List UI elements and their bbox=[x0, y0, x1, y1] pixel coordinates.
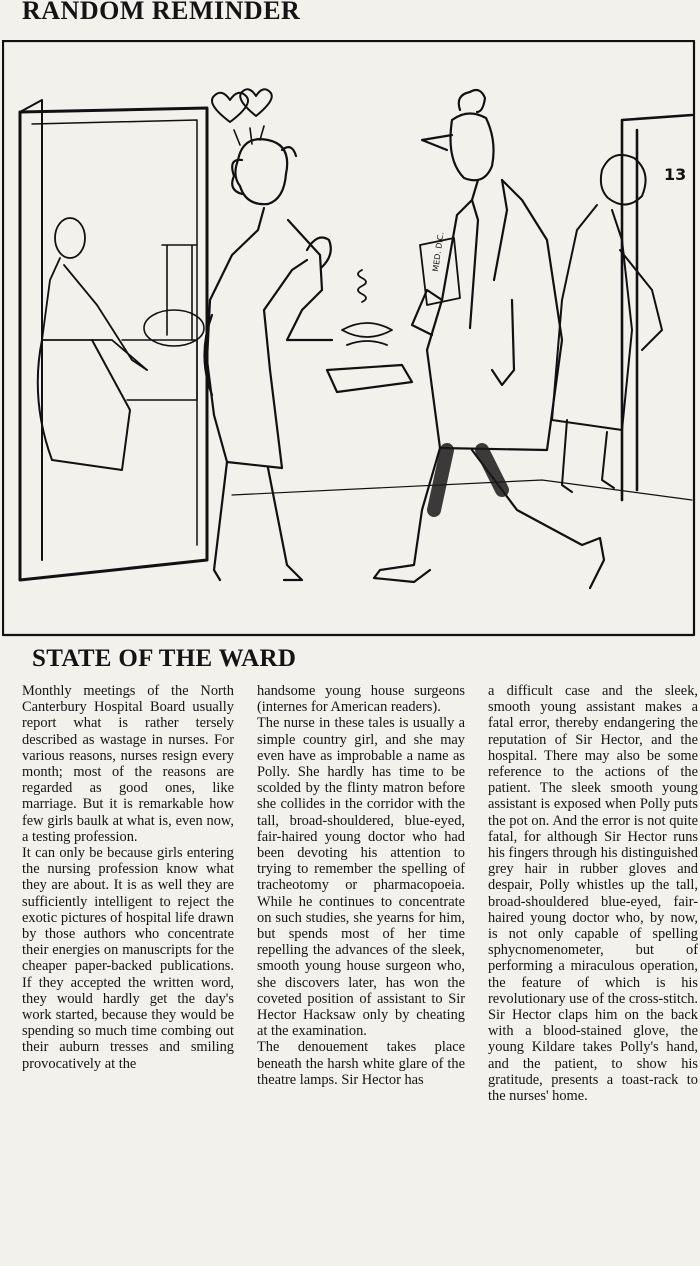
tray-with-cup bbox=[327, 270, 412, 392]
article-headline: STATE OF THE WARD bbox=[32, 645, 297, 672]
section-kicker: RANDOM REMINDER bbox=[22, 0, 301, 25]
hearts-doodle bbox=[212, 89, 272, 145]
nurse-figure bbox=[205, 139, 333, 580]
doctor-figure bbox=[374, 90, 604, 588]
article-column-1 bbox=[22, 683, 234, 1266]
paragraph: It can only be because girls entering the nursing profession know what they are about. It is as well they are sufficiently intelligent to reject the exotic pictures of hospital life drawn by those authors who concentrate their energies on manuscripts for the cheaper paper-backed publications. If they accepted the written word, they would hardly get the day's work started, because they would be spending so much time combing out their auburn tresses and smiling provocatively at the bbox=[22, 845, 234, 1072]
cartoonist-signature: 13 bbox=[664, 165, 687, 184]
paragraph: The nurse in these tales is usually a simple country girl, and she may even have as improbable a name as Polly. She hardly has time to be scolded by the flinty matron before she collides in the corridor with the tall, broad-shouldered, blue-eyed, fair-haired young doctor who had been devoting his attention to trying to remember the spelling of tracheotomy or pharmacopoeia. While he continues to concentrate on such studies, she yearns for him, but spends most of her time repelling the advances of the sleek, smooth young house surgeon who, she discovers later, has won the coveted position of assistant to Sir Hector Hacksaw only by cheating at the examination. bbox=[257, 715, 465, 1040]
paragraph: handsome young house surgeons (internes for American readers). bbox=[257, 683, 465, 716]
paragraph: Monthly meetings of the North Canterbury Hospital Board usually report what is rather tersely described as wastage in nurses. For various reasons, nurses resign every month; most of the reasons are regarded as good ones, like marriage. But it is remarkable how few girls baulk at what is, even now, a testing profession. bbox=[22, 683, 234, 845]
book-label: MED. DIC. bbox=[431, 231, 446, 273]
ward-doorway bbox=[20, 100, 207, 580]
article-column-2 bbox=[257, 683, 465, 1266]
paragraph: The denouement takes place beneath the harsh white glare of the theatre lamps. Sir Hector has bbox=[257, 1039, 465, 1088]
paragraph: a difficult case and the sleek, smooth young assistant makes a fatal error, thereby endangering the reputation of Sir Hector, and the hospital. There may also be some reference to the actions of the patient. The sleek smooth young assistant is exposed when Polly puts the pot on. And the error is not quite fatal, for although Sir Hector runs his fingers through his distinguished grey hair in rubber gloves and despair, Polly whistles up the tall, broad-shouldered blue-eyed, fair-haired young doctor who, by now, is not only capable of spelling sphycnomenometer, but of performing a miraculous operation, the feature of which is his revolutionary use of the cross-stitch. Sir Hector claps him on the back with a blood-stained glove, the young Kildare takes Polly's hand, and the patient, to show his gratitude, presents a toast-rack to the nurses' home. bbox=[488, 683, 698, 1105]
cartoon-frame bbox=[3, 41, 694, 635]
article-column-3 bbox=[488, 683, 698, 1266]
cartoon-illustration bbox=[2, 40, 696, 638]
article-body bbox=[0, 683, 700, 1266]
